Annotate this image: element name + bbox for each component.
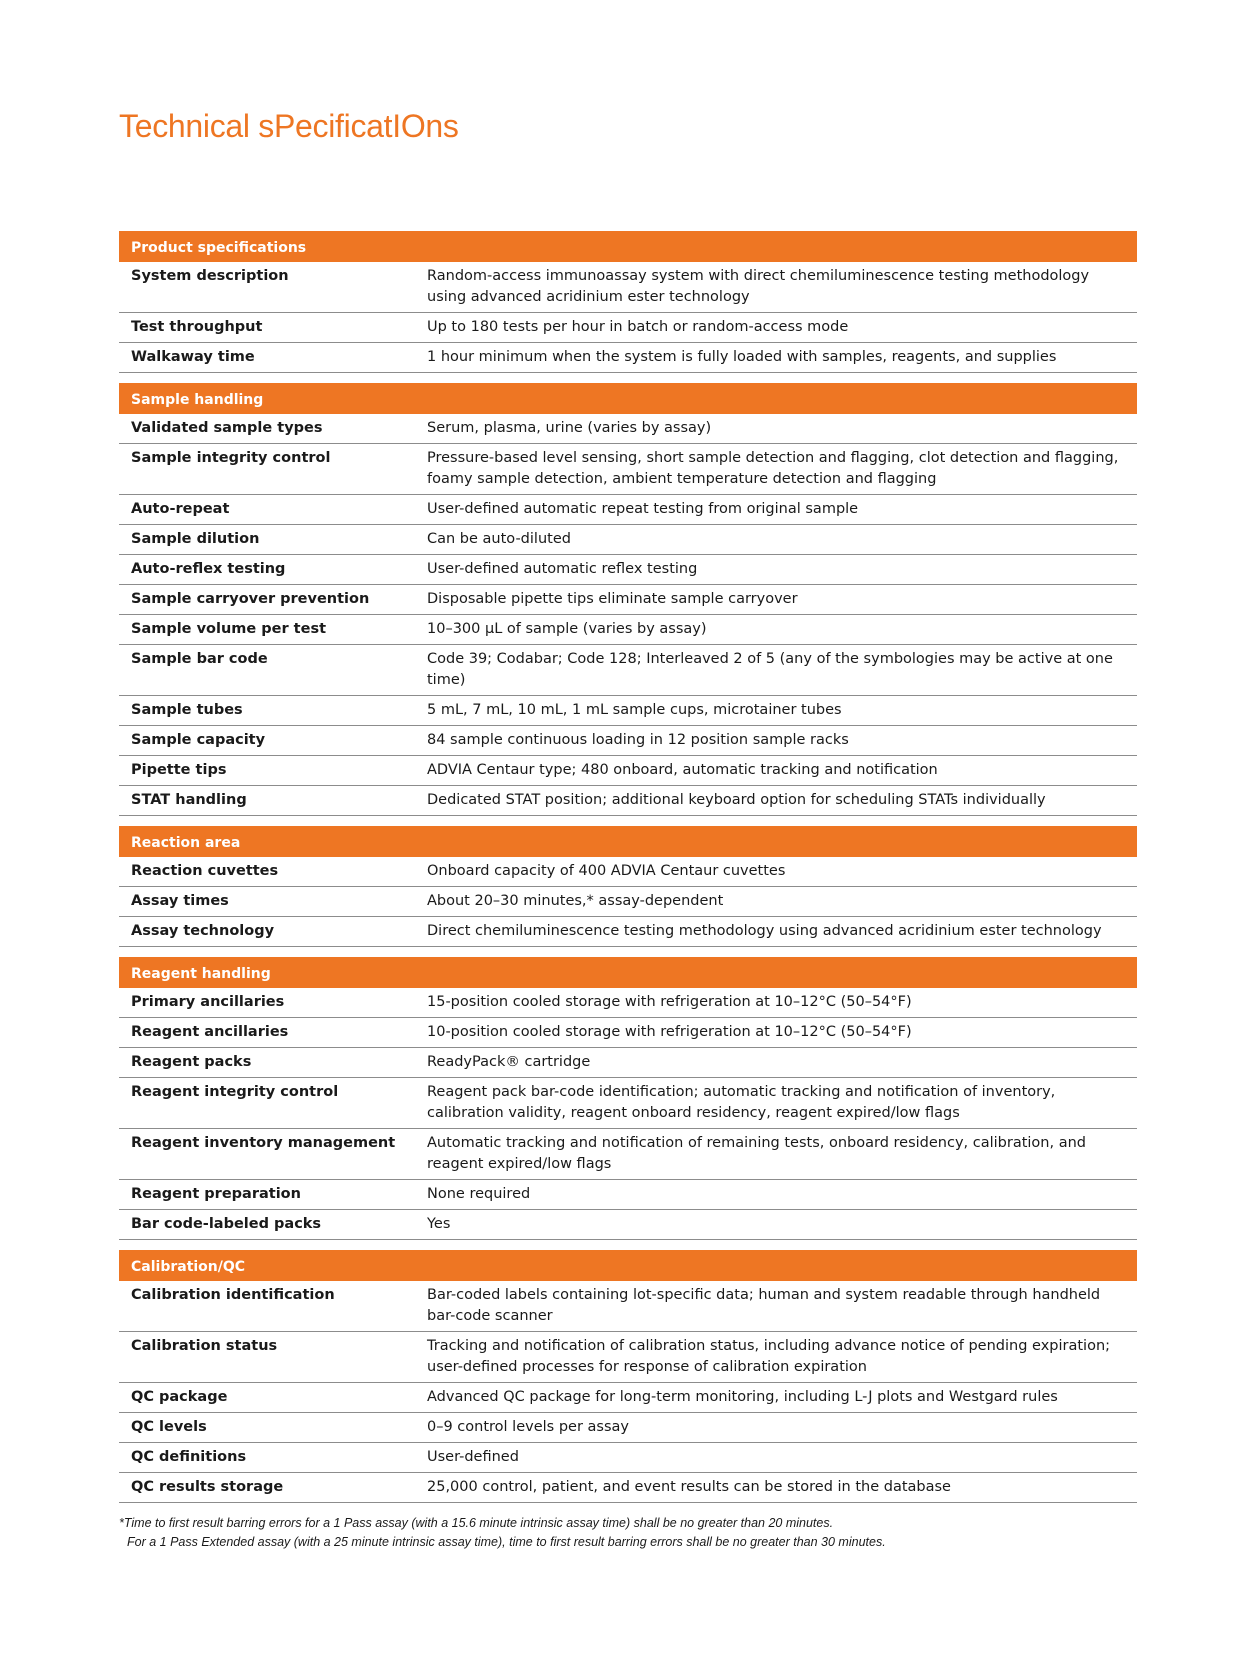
- row-value: ADVIA Centaur type; 480 onboard, automatic tracking and notification: [427, 762, 938, 778]
- row-label: Sample bar code: [131, 651, 268, 667]
- row-value: 84 sample continuous loading in 12 position sample racks: [427, 732, 849, 748]
- table-row: [119, 756, 1137, 786]
- row-value: Pressure-based level sensing, short sample detection and flagging, clot detection and flagging, foamy sample detection, ambient temperature detection and flagging: [427, 450, 1119, 487]
- table-row: [119, 313, 1137, 343]
- row-value: Reagent pack bar-code identification; automatic tracking and notification of inventory, calibration validity, reagent onboard residency, reagent expired/low flags: [427, 1084, 1056, 1121]
- section-reaction-area: [119, 826, 1137, 947]
- row-label: System description: [131, 268, 289, 284]
- table-row: [119, 857, 1137, 887]
- table-row: [119, 1473, 1137, 1503]
- row-value: User-defined automatic reflex testing: [427, 561, 698, 577]
- table-row: [119, 444, 1137, 495]
- table-row: [119, 1210, 1137, 1240]
- table-row: [119, 1129, 1137, 1180]
- row-value: Bar-coded labels containing lot-specific data; human and system readable through handheld bar-code scanner: [427, 1287, 1101, 1324]
- footnote-line-2: For a 1 Pass Extended assay (with a 25 minute intrinsic assay time), time to first result barring errors shall be no greater than 30 minutes.: [127, 1535, 886, 1549]
- table-row: [119, 887, 1137, 917]
- row-value: User-defined: [427, 1449, 519, 1465]
- row-label: QC package: [131, 1389, 228, 1405]
- row-label: QC results storage: [131, 1479, 284, 1495]
- section-header: Calibration/QC: [119, 1250, 1137, 1281]
- table-row: [119, 1180, 1137, 1210]
- row-label: QC definitions: [131, 1449, 247, 1465]
- row-label: Test throughput: [131, 319, 263, 335]
- row-label: Walkaway time: [131, 349, 255, 365]
- row-value: Tracking and notification of calibration status, including advance notice of pending expiration; user-defined processes for response of calibration expiration: [427, 1338, 1111, 1375]
- row-label: Assay technology: [131, 923, 275, 939]
- section-header: Product specifications: [119, 231, 1137, 262]
- row-label: Sample dilution: [131, 531, 260, 547]
- row-label: Reagent packs: [131, 1054, 252, 1070]
- table-row: [119, 615, 1137, 645]
- section-sample-handling: [119, 383, 1137, 816]
- row-label: Reaction cuvettes: [131, 863, 279, 879]
- row-value: Onboard capacity of 400 ADVIA Centaur cuvettes: [427, 863, 786, 879]
- table-row: [119, 1018, 1137, 1048]
- table-row: [119, 585, 1137, 615]
- row-value: Disposable pipette tips eliminate sample carryover: [427, 591, 798, 607]
- table-row: [119, 1048, 1137, 1078]
- row-label: Sample carryover prevention: [131, 591, 370, 607]
- section-reagent-handling: [119, 957, 1137, 1240]
- footnote: [119, 1514, 1169, 1552]
- row-value: Code 39; Codabar; Code 128; Interleaved 2 of 5 (any of the symbologies may be active at one time): [427, 651, 1113, 688]
- row-label: Auto-repeat: [131, 501, 230, 517]
- row-value: 1 hour minimum when the system is fully loaded with samples, reagents, and supplies: [427, 349, 1057, 365]
- row-label: Calibration identification: [131, 1287, 335, 1303]
- table-row: [119, 645, 1137, 696]
- row-label: Reagent integrity control: [131, 1084, 339, 1100]
- spec-table: [119, 231, 1137, 1513]
- table-row: [119, 555, 1137, 585]
- row-value: User-defined automatic repeat testing from original sample: [427, 501, 859, 517]
- row-value: Dedicated STAT position; additional keyboard option for scheduling STATs individually: [427, 792, 1046, 808]
- row-value: Yes: [427, 1216, 451, 1232]
- row-label: Reagent inventory management: [131, 1135, 396, 1151]
- table-row: [119, 262, 1137, 313]
- row-label: Reagent ancillaries: [131, 1024, 289, 1040]
- table-row: [119, 495, 1137, 525]
- row-label: Auto-reflex testing: [131, 561, 286, 577]
- table-row: [119, 1332, 1137, 1383]
- section-calibration-qc: [119, 1250, 1137, 1503]
- page-title: Technical sPecificatIOns: [119, 108, 459, 144]
- row-value: 10-position cooled storage with refrigeration at 10–12°C (50–54°F): [427, 1024, 912, 1040]
- row-label: Primary ancillaries: [131, 994, 285, 1010]
- row-label: Sample volume per test: [131, 621, 327, 637]
- row-value: 25,000 control, patient, and event results can be stored in the database: [427, 1479, 951, 1495]
- row-label: STAT handling: [131, 792, 247, 808]
- table-row: [119, 726, 1137, 756]
- table-row: [119, 1281, 1137, 1332]
- table-row: [119, 696, 1137, 726]
- row-value: 5 mL, 7 mL, 10 mL, 1 mL sample cups, microtainer tubes: [427, 702, 842, 718]
- section-product-specifications: [119, 231, 1137, 373]
- table-row: [119, 414, 1137, 444]
- row-value: None required: [427, 1186, 531, 1202]
- table-row: [119, 988, 1137, 1018]
- table-row: [119, 917, 1137, 947]
- row-label: Sample tubes: [131, 702, 243, 718]
- table-row: [119, 786, 1137, 816]
- row-value: Can be auto-diluted: [427, 531, 571, 547]
- footnote-line-1: *Time to first result barring errors for a 1 Pass assay (with a 15.6 minute intrinsic assay time) shall be no greater than 20 minutes.: [119, 1516, 834, 1530]
- row-label: Reagent preparation: [131, 1186, 301, 1202]
- row-label: Calibration status: [131, 1338, 278, 1354]
- row-value: About 20–30 minutes,* assay-dependent: [427, 893, 724, 909]
- row-value: 15-position cooled storage with refrigeration at 10–12°C (50–54°F): [427, 994, 912, 1010]
- row-label: Sample integrity control: [131, 450, 331, 466]
- row-value: ReadyPack® cartridge: [427, 1054, 591, 1070]
- table-row: [119, 1413, 1137, 1443]
- row-value: Serum, plasma, urine (varies by assay): [427, 420, 712, 436]
- row-value: 10–300 µL of sample (varies by assay): [427, 621, 707, 637]
- row-value: Direct chemiluminescence testing methodology using advanced acridinium ester technology: [427, 923, 1102, 939]
- row-value: Automatic tracking and notification of remaining tests, onboard residency, calibration, and reagent expired/low flags: [427, 1135, 1086, 1172]
- row-label: Bar code-labeled packs: [131, 1216, 322, 1232]
- section-header: Reagent handling: [119, 957, 1137, 988]
- table-row: [119, 525, 1137, 555]
- table-row: [119, 1383, 1137, 1413]
- table-row: [119, 1078, 1137, 1129]
- row-value: Advanced QC package for long-term monitoring, including L-J plots and Westgard rules: [427, 1389, 1058, 1405]
- row-label: QC levels: [131, 1419, 207, 1435]
- table-row: [119, 343, 1137, 373]
- row-value: Random-access immunoassay system with direct chemiluminescence testing methodology using advanced acridinium ester technology: [427, 268, 1090, 305]
- row-label: Assay times: [131, 893, 229, 909]
- section-header: Reaction area: [119, 826, 1137, 857]
- row-label: Sample capacity: [131, 732, 266, 748]
- row-label: Validated sample types: [131, 420, 323, 436]
- row-value: 0–9 control levels per assay: [427, 1419, 629, 1435]
- row-label: Pipette tips: [131, 762, 227, 778]
- row-value: Up to 180 tests per hour in batch or random-access mode: [427, 319, 849, 335]
- table-row: [119, 1443, 1137, 1473]
- section-header: Sample handling: [119, 383, 1137, 414]
